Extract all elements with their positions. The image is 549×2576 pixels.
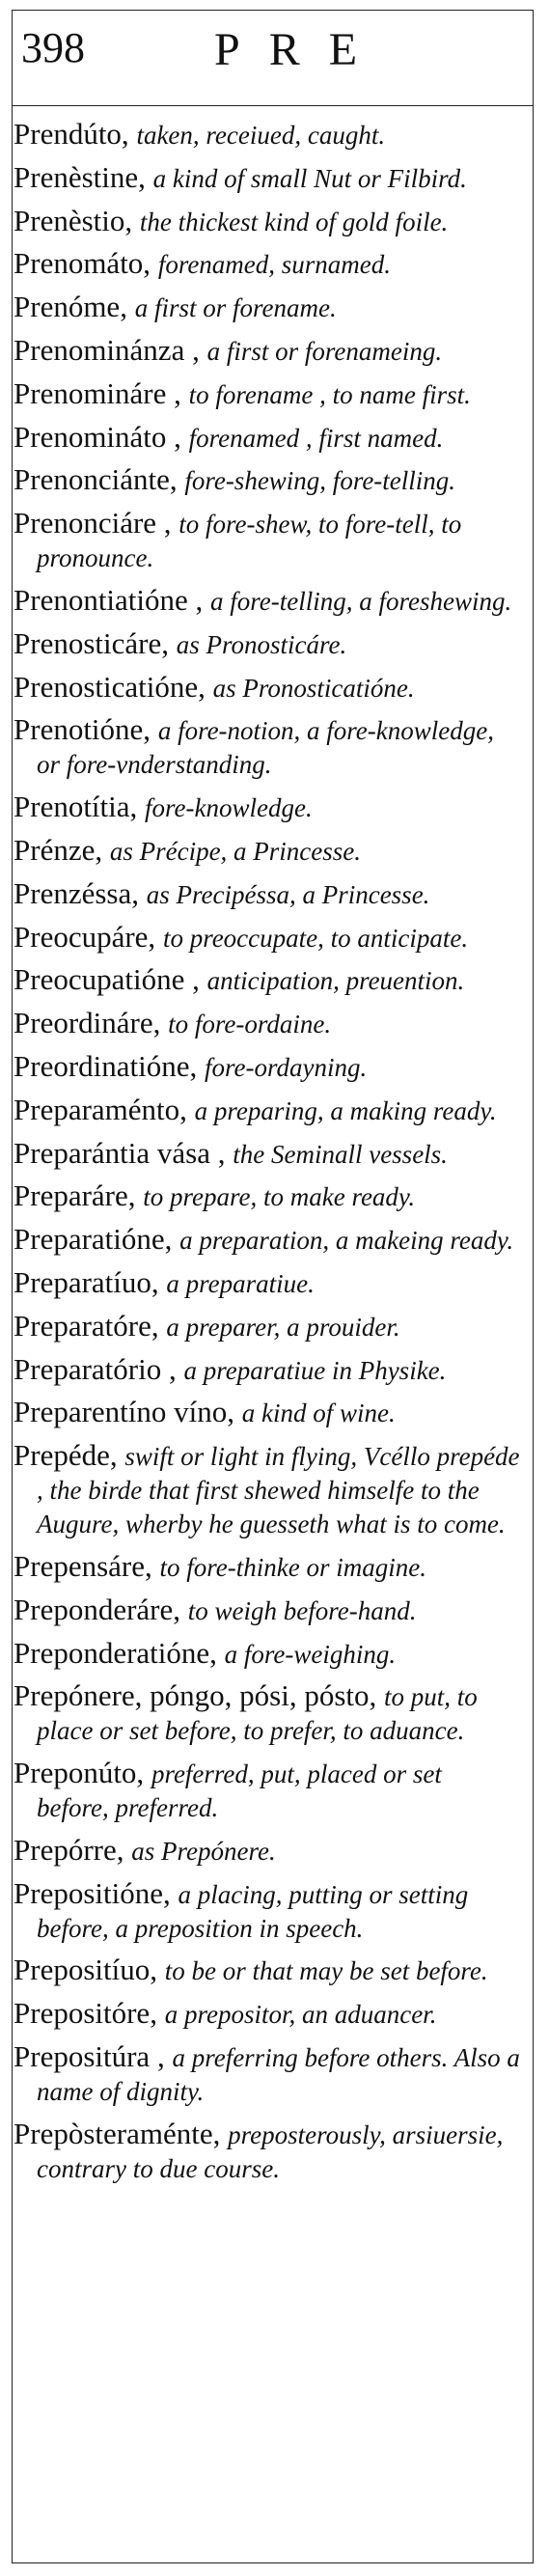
entry-definition: taken, receiued, caught.: [136, 121, 386, 150]
dictionary-entry: [14, 713, 520, 781]
entry-definition: to be or that may be set before.: [164, 1956, 488, 1986]
dictionary-entry: [14, 1757, 520, 1824]
page-number: 398: [21, 24, 85, 71]
dictionary-entry: [14, 205, 520, 238]
entry-definition: to put, to place or set before, to prefer, to aduance.: [37, 1682, 478, 1746]
dictionary-entry: [14, 1637, 520, 1671]
entry-headword: Prepéde,: [14, 1438, 118, 1473]
entry-definition: fore-shewing, fore-telling.: [184, 466, 456, 496]
entry-definition: as Pronosticáre.: [176, 629, 347, 659]
entry-definition: a kind of wine.: [241, 1399, 396, 1428]
entry-definition: fore-knowledge.: [145, 793, 313, 823]
entry-definition: a preparatiue in Physike.: [183, 1355, 447, 1385]
dictionary-entry: [14, 1396, 520, 1429]
dictionary-entry: [14, 671, 520, 705]
entry-definition: a preparing, a making ready.: [194, 1095, 497, 1125]
entry-definition: as Précipe, a Princesse.: [109, 836, 362, 866]
dictionary-entry: [14, 963, 520, 997]
dictionary-entry: [14, 1310, 520, 1343]
entry-headword: Prenotióne,: [14, 712, 151, 747]
dictionary-entry: [14, 1137, 520, 1171]
entry-definition: to fore-shew, to fore-tell, to pronounce.: [37, 510, 462, 573]
dictionary-entry: [14, 1353, 520, 1387]
entry-headword: Preponderáre,: [14, 1592, 180, 1626]
dictionary-entry: [14, 1050, 520, 1084]
entry-headword: Prenosticatióne,: [14, 669, 206, 704]
dictionary-entry: [14, 2118, 520, 2185]
entry-definition: preposterously, arsiuersie, contrary to due course.: [37, 2119, 504, 2183]
dictionary-entry: [14, 161, 520, 195]
page-header: [12, 10, 534, 106]
entry-headword: Prenèstine,: [14, 159, 146, 194]
entry-headword: Prepositúra ,: [14, 2039, 165, 2074]
dictionary-entry: [14, 921, 520, 955]
entry-definition: fore-ordayning.: [205, 1052, 368, 1082]
dictionary-entry: [14, 507, 520, 574]
entry-definition: to forename , to name first.: [188, 379, 471, 409]
running-head: PRE: [214, 24, 387, 75]
dictionary-entry: [14, 1094, 520, 1127]
entry-headword: Preparentíno víno,: [14, 1395, 235, 1429]
entry-headword: Preocupatióne ,: [14, 962, 200, 997]
dictionary-entry: [14, 1439, 520, 1540]
entry-definition: a preparer, a prouider.: [166, 1312, 400, 1342]
entry-definition: a placing, putting or setting before, a preposition in speech.: [37, 1879, 469, 1943]
entry-headword: Prenzéssa,: [14, 875, 139, 910]
entry-headword: Prepòsteraménte,: [14, 2116, 221, 2150]
entry-definition: to prepare, to make ready.: [143, 1182, 416, 1212]
entry-definition: a first or forenameing.: [206, 336, 443, 366]
entry-definition: a prepositor, an aduancer.: [164, 2000, 437, 2030]
entry-headword: Preordináre,: [14, 1006, 161, 1040]
entry-headword: Prenóme,: [14, 290, 127, 324]
dictionary-entry: [14, 291, 520, 324]
entry-definition: as Pronosticatióne.: [212, 673, 415, 703]
entry-headword: Prepositóre,: [14, 1996, 157, 2031]
entry-headword: Prenèstio,: [14, 203, 133, 237]
entry-headword: Prepensáre,: [14, 1548, 152, 1583]
entry-headword: Preponúto,: [14, 1756, 145, 1790]
dictionary-entry: [14, 247, 520, 281]
dictionary-entry: [14, 1007, 520, 1040]
dictionary-entry: [14, 1266, 520, 1300]
dictionary-entry: [14, 1223, 520, 1257]
entry-definition: preferred, put, placed or set before, preferred.: [37, 1759, 442, 1823]
dictionary-entry: [14, 1997, 520, 2031]
dictionary-entry: [14, 1679, 520, 1747]
entry-headword: Prenosticáre,: [14, 625, 169, 660]
dictionary-entry: [14, 834, 520, 868]
entry-headword: Preponderatióne,: [14, 1635, 217, 1670]
entry-definition: a preparatiue.: [166, 1268, 315, 1298]
dictionary-entry: [14, 2040, 520, 2108]
entry-definition: a preferring before others. Also a name of dignity.: [37, 2043, 520, 2107]
entry-definition: a preparation, a makeing ready.: [179, 1226, 514, 1256]
entry-headword: Prenontiatióne ,: [14, 582, 204, 617]
entry-definition: to fore-thinke or imagine.: [159, 1552, 426, 1582]
entry-definition: as Prepónere.: [131, 1836, 276, 1866]
entry-headword: Prenonciáre ,: [14, 506, 172, 540]
dictionary-entry: [14, 1953, 520, 1987]
entry-definition: forenamed , first named.: [188, 423, 444, 453]
dictionary-entry: [14, 877, 520, 911]
entry-headword: Preparaménto,: [14, 1092, 187, 1126]
dictionary-entry: [14, 1593, 520, 1627]
entry-definition: the Seminall vessels.: [233, 1139, 448, 1169]
entry-definition: as Precipéssa, a Princesse.: [146, 879, 430, 909]
entry-headword: Prenomináto ,: [14, 419, 181, 454]
entry-headword: Prepónere, póngo, pósi, pósto,: [14, 1678, 377, 1713]
dictionary-entry: [14, 1834, 520, 1868]
entry-definition: a fore-weighing.: [224, 1639, 397, 1669]
entry-headword: Preparatíuo,: [14, 1264, 159, 1299]
entry-definition: to fore-ordaine.: [168, 1010, 332, 1039]
entry-headword: Prepositíuo,: [14, 1953, 157, 1987]
entry-headword: Preparáre,: [14, 1178, 136, 1213]
entry-headword: Prénze,: [14, 832, 103, 867]
entry-definition: swift or light in flying, Vcéllo prepéde , the birde that first shewed himselfe to the Augure, wherby he guesseth what is to come.: [37, 1442, 520, 1539]
entry-headword: Preocupáre,: [14, 919, 156, 954]
dictionary-entry: [14, 421, 520, 455]
entry-definition: a first or forename.: [134, 293, 337, 323]
entry-definition: a fore-notion, a fore-knowledge, or fore-vnderstanding.: [37, 716, 494, 780]
entry-headword: Prenomáto,: [14, 246, 151, 281]
entry-definition: anticipation, preuention.: [206, 966, 465, 996]
entry-headword: Prenominánza ,: [14, 332, 200, 367]
dictionary-entry: [14, 1179, 520, 1213]
dictionary-entry: [14, 463, 520, 497]
entry-headword: Preparatióne,: [14, 1222, 173, 1257]
entry-headword: Prenomináre ,: [14, 375, 181, 410]
entry-headword: Prenotítia,: [14, 789, 138, 824]
entry-headword: Prendúto,: [14, 117, 129, 151]
entry-headword: Prenonciánte,: [14, 462, 178, 497]
dictionary-entry: [14, 627, 520, 661]
entry-headword: Preordinatióne,: [14, 1048, 198, 1083]
dictionary-entry: [14, 118, 520, 152]
entry-headword: Prepositióne,: [14, 1875, 171, 1910]
entry-list: [14, 118, 520, 2195]
entry-headword: Preparatóre,: [14, 1308, 159, 1343]
entry-definition: the thickest kind of gold foile.: [139, 207, 449, 236]
dictionary-entry: [14, 334, 520, 368]
dictionary-entry: [14, 1877, 520, 1945]
dictionary-entry: [14, 584, 520, 618]
entry-headword: Preparatório ,: [14, 1351, 177, 1386]
entry-definition: a kind of small Nut or Filbird.: [152, 163, 467, 193]
entry-definition: a fore-telling, a foreshewing.: [210, 586, 512, 616]
dictionary-entry: [14, 377, 520, 411]
dictionary-entry: [14, 1550, 520, 1584]
entry-headword: Preparántia vása ,: [14, 1135, 226, 1170]
entry-definition: to weigh before-hand.: [187, 1595, 417, 1625]
entry-headword: Prepórre,: [14, 1832, 124, 1867]
dictionary-entry: [14, 790, 520, 824]
entry-definition: to preoccupate, to anticipate.: [162, 923, 469, 953]
entry-definition: forenamed, surnamed.: [157, 250, 392, 280]
